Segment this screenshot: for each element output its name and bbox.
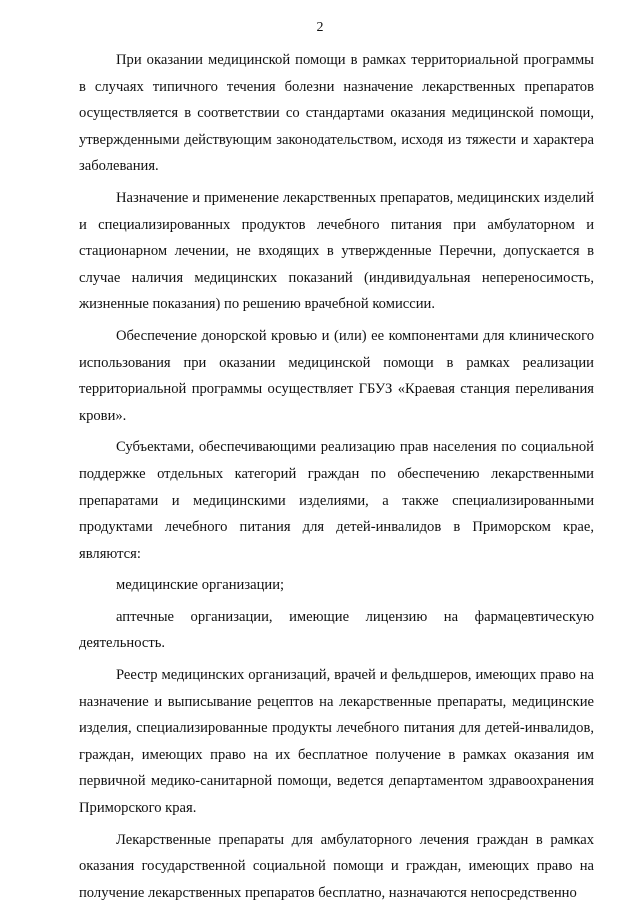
paragraph-treatment-standards: При оказании медицинской помощи в рамках территориальной программы в случаях типичного течения болезни назначение лекарственных препаратов осуществляется в соответствии со стандартами оказания медицинской помощи, утвержденными действующим законодательством, исходя из тяжести и характера заболевания.: [79, 52, 594, 175]
list-item-medical-organizations: медицинские организации;: [116, 577, 285, 594]
paragraph-registry: Реестр медицинских организаций, врачей и фельдшеров, имеющих право на назначение и выписывание рецептов на лекарственные препараты, медицинские изделия, специализированные продукты лечебного питания для детей-инвалидов, граждан, имеющих право на их бесплатное получение в рамках оказания им первичной медико-санитарной помощи, ведется департаментом здравоохранения Приморского края.: [79, 667, 594, 817]
document-body: [79, 47, 594, 906]
list-item-pharmacy-organizations: аптечные организации, имеющие лицензию на фармацевтическую деятельность.: [79, 608, 594, 652]
paragraph-drug-prescription: Назначение и применение лекарственных препаратов, медицинских изделий и специализированных продуктов лечебного питания при амбулаторном и стационарном лечении, не входящих в утвержденные Перечни, допускается в случае наличия медицинских показаний (индивидуальная непереносимость, жизненные показания) по решению врачебной комиссии.: [79, 189, 594, 313]
page-number: 2: [316, 20, 324, 35]
paragraph-donor-blood: Обеспечение донорской кровью и (или) ее компонентами для клинического использования при оказании медицинской помощи в рамках реализации территориальной программы осуществляет ГБУЗ «Краевая станция переливания крови».: [79, 327, 594, 424]
paragraph-subjects: Субъектами, обеспечивающими реализацию прав населения по социальной поддержке отдельных категорий граждан по обеспечению лекарственными препаратами и медицинскими изделиями, а также специализированными продуктами лечебного питания для детей-инвалидов в Приморском крае, являются:: [79, 439, 594, 562]
paragraph-outpatient-drugs: Лекарственные препараты для амбулаторного лечения граждан в рамках оказания государственной социальной помощи и граждан, имеющих право на получение лекарственных препаратов бесплатно, назначаются непосредственно: [79, 831, 594, 901]
